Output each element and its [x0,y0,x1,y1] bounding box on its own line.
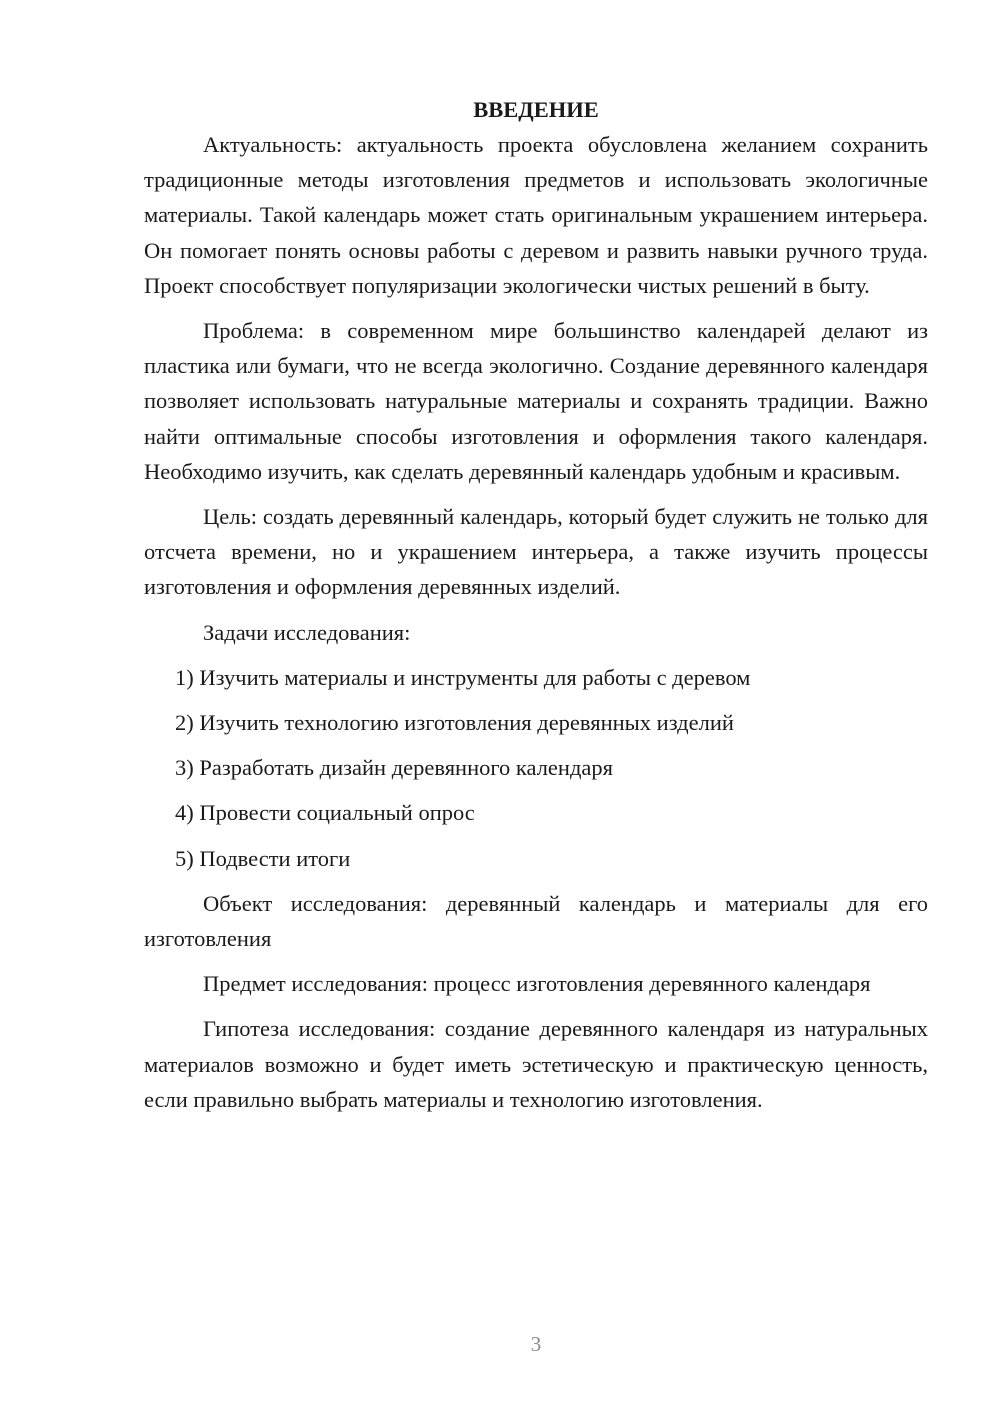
document-page [144,92,928,1117]
task-item: 2) Изучить технологию изготовления деревянных изделий [175,710,734,736]
tasks-list [144,660,928,876]
relevance-paragraph: Актуальность: актуальность проекта обусловлена желанием сохранить традиционные методы изготовления предметов и использовать экологичные материалы. Такой календарь может стать оригинальным украшением интерьера. Он помогает понять основы работы с деревом и развить навыки ручного труда. Проект способствует популяризации экологически чистых решений в быту. [144,132,928,298]
problem-paragraph: Проблема: в современном мире большинство календарей делают из пластика или бумаги, что не всегда экологично. Создание деревянного календаря позволяет использовать натуральные материалы и сохранять традиции. Важно найти оптимальные способы изготовления и оформления такого календаря. Необходимо изучить, как сделать деревянный календарь удобным и красивым. [144,318,928,484]
task-item: 1) Изучить материалы и инструменты для работы с деревом [175,664,751,690]
task-item: 5) Подвести итоги [175,845,351,871]
tasks-heading: Задачи исследования: [203,619,411,645]
subject-paragraph: Предмет исследования: процесс изготовления деревянного календаря [203,971,871,997]
page-number: 3 [530,1332,542,1356]
hypothesis-paragraph: Гипотеза исследования: создание деревянного календаря из натуральных материалов возможно и будет иметь эстетическую и практическую ценность, если правильно выбрать материалы и технологию изготовления. [144,1016,928,1112]
object-paragraph: Объект исследования: деревянный календарь и материалы для его изготовления [144,890,928,952]
task-item: 3) Разработать дизайн деревянного календаря [175,755,613,781]
section-title: ВВЕДЕНИЕ [473,97,599,122]
goal-paragraph: Цель: создать деревянный календарь, который будет служить не только для отсчета времени, но и украшением интерьера, а также изучить процессы изготовления и оформления деревянных изделий. [144,504,928,600]
task-item: 4) Провести социальный опрос [175,800,475,826]
